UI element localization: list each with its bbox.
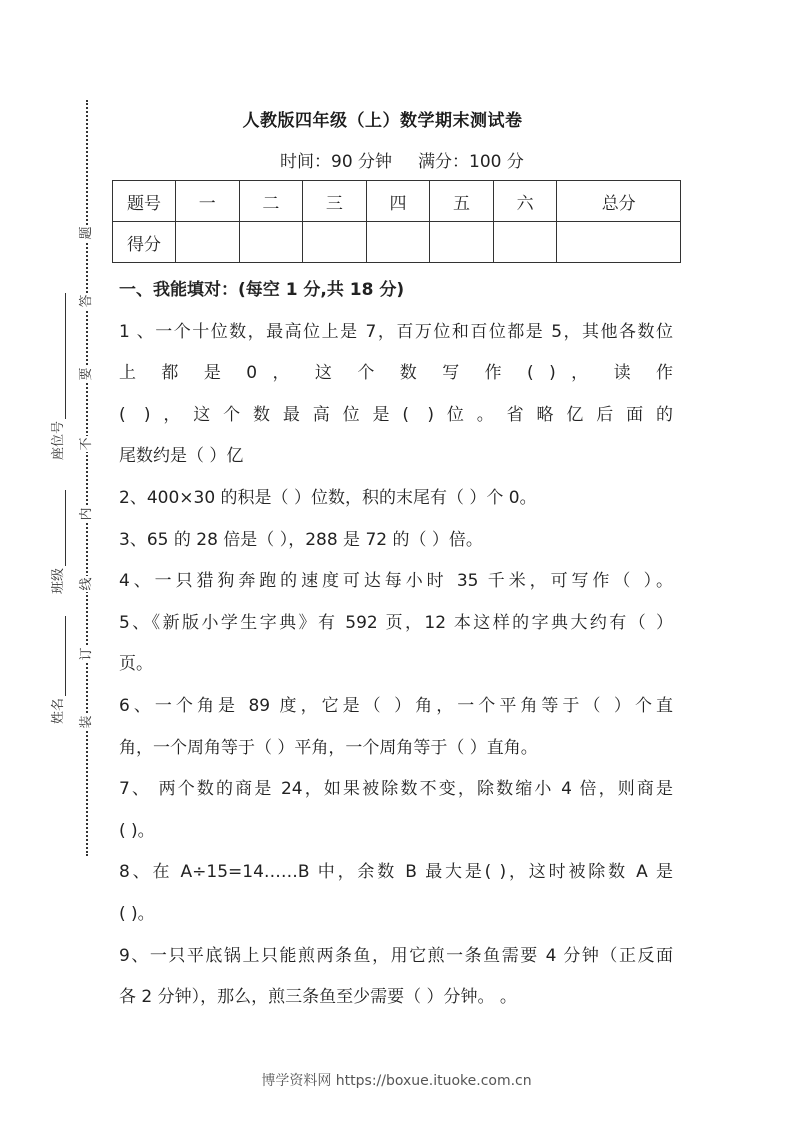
table-cell: 四 — [366, 181, 430, 222]
binding-char: 答 — [79, 294, 94, 308]
footer-watermark: 博学资料网 https://boxue.ituoke.com.cn — [261, 1073, 532, 1089]
seat-number-field[interactable] — [47, 293, 66, 460]
table-cell: 六 — [493, 181, 557, 222]
name-line — [51, 616, 66, 696]
score-table-header-row — [113, 181, 681, 222]
binding-dotted-line — [86, 100, 88, 856]
question-line: 上 都 是 0 ， 这 个 数 写 作 ( ) ， 读 作 — [119, 363, 673, 384]
score-input-cell[interactable] — [239, 222, 303, 263]
name-label: 姓名 — [51, 697, 66, 724]
exam-info — [280, 147, 524, 172]
score-input-cell[interactable] — [493, 222, 557, 263]
time-label: 时间：90 分钟 — [280, 152, 393, 172]
question-line: 8、在 A÷15=14……B 中，余数 B 最大是( )，这时被除数 A 是 — [119, 862, 673, 883]
question-5 — [119, 603, 673, 686]
question-9 — [119, 936, 673, 1019]
question-line: 3、65 的 28 倍是（ ），288 是 72 的（ ）倍。 — [119, 529, 483, 550]
question-line: ( )，这个数最高位是( )位。省略亿后面的 — [119, 404, 673, 425]
score-table — [112, 180, 681, 263]
question-line: 各 2 分钟），那么，煎三条鱼至少需要（ ）分钟。 。 — [119, 987, 517, 1008]
score-input-cell[interactable] — [366, 222, 430, 263]
question-3 — [119, 520, 673, 562]
question-2 — [119, 478, 673, 520]
section-heading: 一、我能填对：(每空 1 分,共 18 分) — [119, 280, 405, 300]
table-cell: 一 — [176, 181, 240, 222]
class-line — [51, 490, 66, 566]
full-score-label: 满分：100 分 — [418, 152, 524, 172]
table-cell: 总分 — [557, 181, 681, 222]
binding-char: 线 — [79, 577, 94, 591]
question-line: 尾数约是（ ）亿 — [119, 446, 244, 467]
question-line: 9、一只平底锅上只能煎两条鱼，用它煎一条鱼需要 4 分钟（正反面 — [119, 945, 673, 966]
binding-char: 题 — [79, 226, 94, 240]
score-input-cell[interactable] — [176, 222, 240, 263]
binding-char: 不 — [79, 437, 94, 451]
binding-char: 要 — [79, 367, 94, 381]
score-input-cell[interactable] — [430, 222, 494, 263]
question-line: 2、400×30 的积是（ ）位数，积的末尾有（ ）个 0。 — [119, 487, 537, 508]
score-table-score-row — [113, 222, 681, 263]
page-title: 人教版四年级（上）数学期末测试卷 — [242, 111, 523, 131]
table-cell: 得分 — [113, 222, 176, 263]
seat-number-line — [51, 293, 66, 419]
seat-number-label: 座位号 — [51, 420, 66, 460]
table-cell: 题号 — [113, 181, 176, 222]
table-cell: 三 — [303, 181, 367, 222]
score-input-cell[interactable] — [557, 222, 681, 263]
question-6 — [119, 686, 673, 769]
question-8 — [119, 852, 673, 935]
binding-char: 装 — [79, 715, 94, 729]
question-4 — [119, 561, 673, 603]
class-label: 班级 — [51, 567, 66, 594]
section-fill-in — [119, 270, 673, 1019]
question-line: 角，一个周角等于（ ）平角，一个周角等于（ ）直角。 — [119, 737, 538, 758]
class-field[interactable] — [47, 490, 66, 594]
question-line: 1 、一个十位数，最高位上是 7，百万位和百位都是 5，其他各数位 — [119, 321, 673, 342]
question-line: 页。 — [119, 654, 153, 675]
question-line: ( )。 — [119, 820, 155, 841]
table-cell: 五 — [430, 181, 494, 222]
question-line: 5、《新版小学生字典》有 592 页，12 本这样的字典大约有（ ） — [119, 612, 673, 633]
question-1 — [119, 312, 673, 478]
table-cell: 二 — [239, 181, 303, 222]
binding-char: 订 — [79, 647, 94, 661]
name-field[interactable] — [47, 616, 66, 724]
question-line: 6、一个角是 89 度，它是（ ）角，一个平角等于（ ）个直 — [119, 695, 673, 716]
question-line: 4、一只猎狗奔跑的速度可达每小时 35 千米，可写作（ ）。 — [119, 571, 673, 592]
binding-char: 内 — [79, 507, 94, 521]
score-input-cell[interactable] — [303, 222, 367, 263]
question-line: ( )。 — [119, 903, 155, 924]
question-7 — [119, 769, 673, 852]
question-line: 7、 两个数的商是 24，如果被除数不变，除数缩小 4 倍，则商是 — [119, 779, 673, 800]
